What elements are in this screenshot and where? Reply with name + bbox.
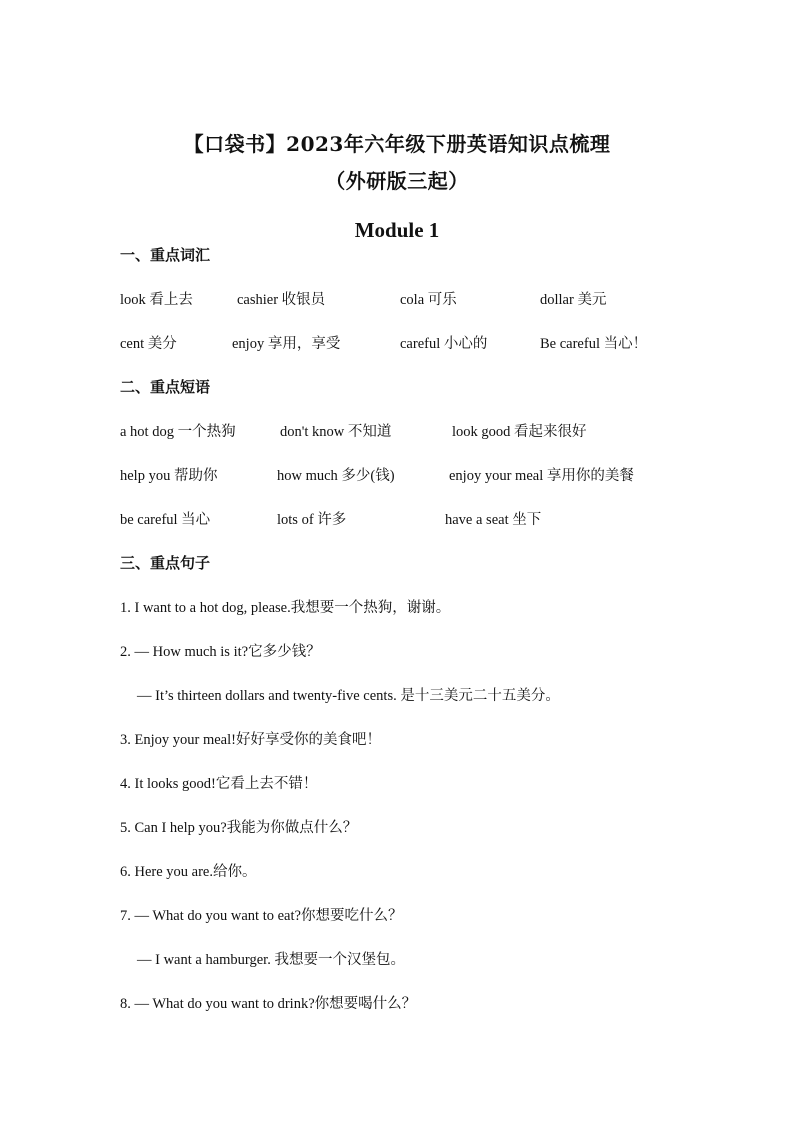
sentence-line: 5. Can I help you?我能为你做点什么？ bbox=[120, 820, 358, 836]
phrase-item: have a seat 坐下 bbox=[445, 512, 542, 528]
phrase-item: help you 帮助你 bbox=[120, 468, 218, 484]
phrase-item: lots of 许多 bbox=[277, 512, 347, 528]
section-heading-phrases: 二、重点短语 bbox=[120, 378, 211, 396]
section-heading-vocab: 一、重点词汇 bbox=[120, 246, 211, 264]
vocab-row bbox=[0, 332, 794, 356]
sentence-line: — I want a hamburger. 我想要一个汉堡包。 bbox=[137, 952, 405, 968]
sentence-line: 7. — What do you want to eat?你想要吃什么？ bbox=[120, 908, 403, 924]
vocab-item: cashier 收银员 bbox=[237, 292, 326, 308]
sentence-line: 1. I want to a hot dog, please.我想要一个热狗，谢谢。 bbox=[120, 600, 451, 616]
section-heading-sentences: 三、重点句子 bbox=[120, 554, 211, 572]
document-title: 【口袋书】2023年六年级下册英语知识点梳理 bbox=[183, 132, 611, 156]
sentence-line: 3. Enjoy your meal!好好享受你的美食吧！ bbox=[120, 732, 381, 748]
phrase-row bbox=[0, 420, 794, 444]
vocab-item: dollar 美元 bbox=[540, 292, 607, 308]
vocab-item: Be careful 当心！ bbox=[540, 336, 648, 352]
vocab-item: cola 可乐 bbox=[400, 292, 457, 308]
vocab-item: enjoy 享用，享受 bbox=[232, 336, 341, 352]
sentence-line: 4. It looks good!它看上去不错！ bbox=[120, 776, 318, 792]
sentence-line: 6. Here you are.给你。 bbox=[120, 864, 257, 880]
phrase-row bbox=[0, 508, 794, 532]
sentence-line: 8. — What do you want to drink?你想要喝什么？ bbox=[120, 996, 417, 1012]
phrase-row bbox=[0, 464, 794, 488]
phrase-item: look good 看起来很好 bbox=[452, 424, 587, 440]
phrase-item: enjoy your meal 享用你的美餐 bbox=[449, 468, 634, 484]
document-subtitle: （外研版三起） bbox=[325, 169, 469, 193]
phrase-item: a hot dog 一个热狗 bbox=[120, 424, 236, 440]
module-heading: Module 1 bbox=[354, 218, 440, 242]
vocab-item: careful 小心的 bbox=[400, 336, 488, 352]
vocab-item: cent 美分 bbox=[120, 336, 177, 352]
sentence-line: 2. — How much is it?它多少钱？ bbox=[120, 644, 321, 660]
phrase-item: don't know 不知道 bbox=[280, 424, 392, 440]
phrase-item: how much 多少(钱) bbox=[277, 468, 395, 484]
phrase-item: be careful 当心 bbox=[120, 512, 211, 528]
sentence-line: — It’s thirteen dollars and twenty-five cents. 是十三美元二十五美分。 bbox=[137, 688, 560, 704]
vocab-row bbox=[0, 288, 794, 312]
vocab-item: look 看上去 bbox=[120, 292, 193, 308]
